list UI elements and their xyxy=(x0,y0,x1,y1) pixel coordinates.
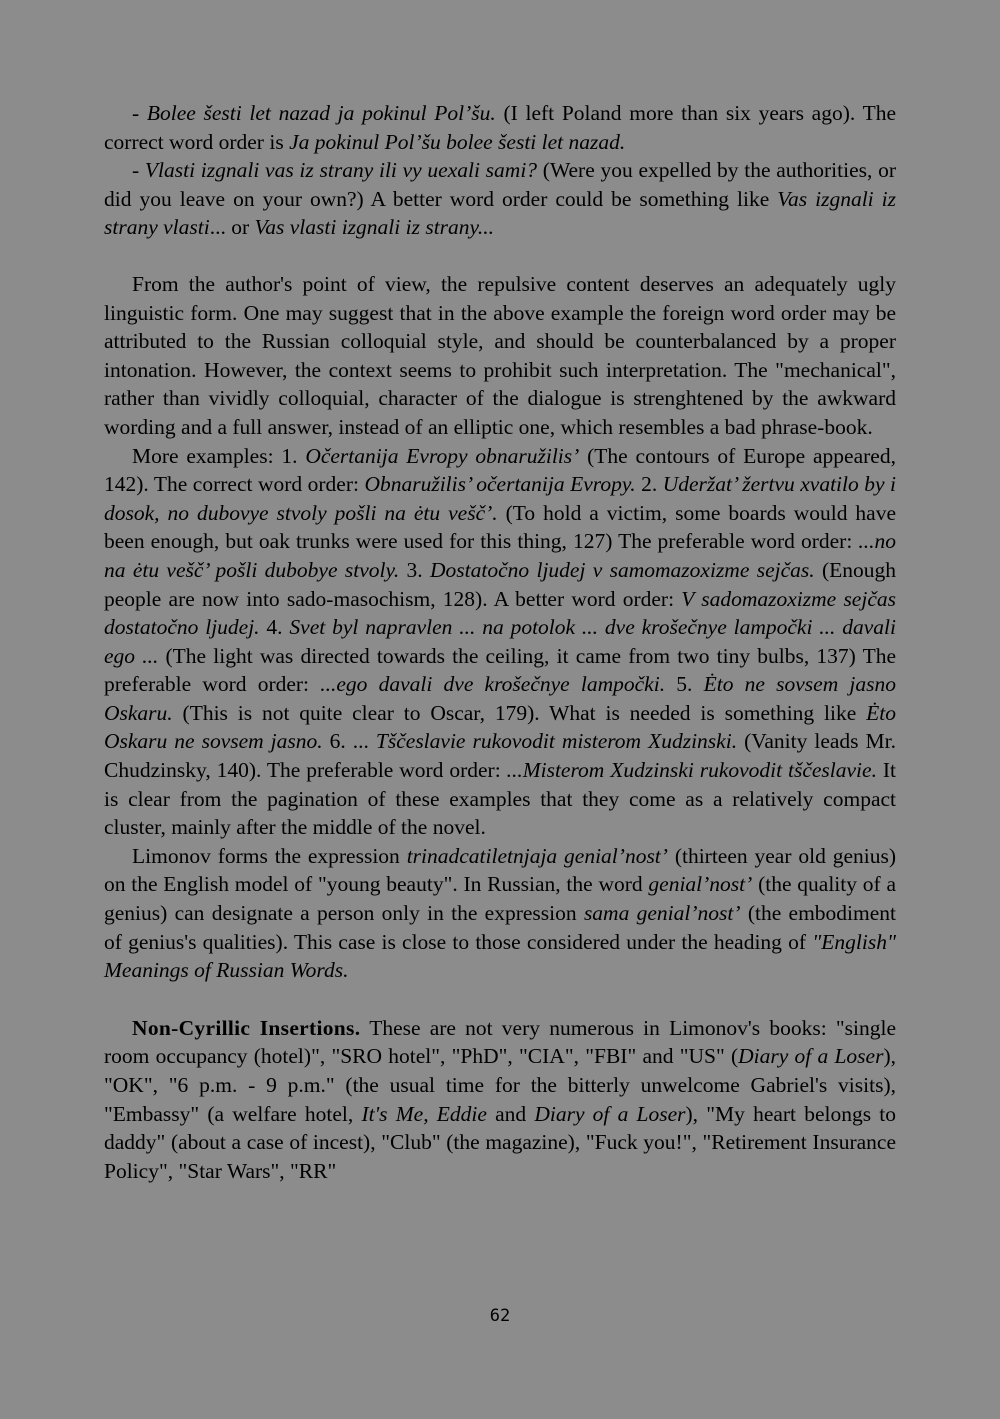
text-run: - xyxy=(132,158,145,183)
russian-phrase: Vas izgnali iz strany vlasti xyxy=(104,186,896,240)
page-body xyxy=(104,99,896,1185)
russian-phrase: Ja pokinul Pol’šu bolee šesti let nazad. xyxy=(289,129,626,154)
text-run: (the embodiment of genius's qualities). This case is close to those considered under the heading of xyxy=(104,901,897,954)
russian-phrase: trinadcatiletnjaja genial’nost’ xyxy=(406,843,668,868)
run-in-heading: Non-Cyrillic Insertions. xyxy=(132,1015,361,1040)
text-run: (The contours of Europe appeared, 142). The correct word order: xyxy=(104,443,896,497)
text-run: More examples: 1. xyxy=(132,443,306,468)
russian-phrase: ...ego davali dve krošečnye lampočki. xyxy=(320,672,666,697)
example-paragraph-2 xyxy=(104,156,896,242)
russian-phrase: Vas vlasti izgnali iz strany... xyxy=(254,215,495,240)
book-title: Diary of a Loser xyxy=(738,1044,884,1069)
text-run: ), "My heart belongs to daddy" (about a case of incest), "Club" (the magazine), "Fuck you!", "Retirement Insurance Policy", "Star Wars", "RR" xyxy=(104,1101,897,1183)
russian-phrase: Dostatočno ljudej v samomazoxizme sejčas. xyxy=(430,557,815,582)
example-paragraph-1 xyxy=(104,99,896,156)
text-run: (Enough people are now into sado-masochism, 128). A better word order: xyxy=(104,557,897,611)
text-run: 6. ... xyxy=(322,729,376,754)
body-paragraph-limonov xyxy=(104,842,896,985)
russian-phrase: Obnaružilis’ očertanija Evropy. xyxy=(364,472,636,497)
russian-phrase: ...Misterom Xudzinski rukovodit tščeslavie. xyxy=(506,758,877,783)
book-title: Diary of a Loser xyxy=(534,1101,686,1126)
text-run: 3. xyxy=(399,557,430,582)
text-run: (I left Poland more than six years ago). The correct word order is xyxy=(104,101,896,154)
russian-phrase: V sadomazoxizme sejčas dostatočno ljudej. xyxy=(104,586,896,640)
page-number: 62 xyxy=(489,1306,511,1326)
book-title: It's Me, Eddie xyxy=(361,1101,487,1126)
text-run: (Vanity leads Mr. Chudzinsky, 140). The preferable word order: xyxy=(104,729,897,783)
text-run: 5. xyxy=(665,672,704,697)
text-run: 2. xyxy=(635,472,663,497)
russian-phrase: Vlasti izgnali vas iz strany ili vy uexali sami? xyxy=(144,158,538,183)
text-run: - xyxy=(132,101,147,125)
text-run: (This is not quite clear to Oscar, 179). What is needed is something like xyxy=(172,700,867,725)
body-paragraph-author-view: From the author's point of view, the repulsive content deserves an adequately ugly linguistic form. One may suggest that in the above example the foreign word order may be attributed to the Russian colloquial style, and should be counterbalanced by a proper intonation. However, the context seems to prohibit such interpretation. The "mechanical", rather than vividly colloquial, character of the dialogue is strenghtened by the awkward wording and a full answer, instead of an elliptic one, which resembles a bad phrase-book. xyxy=(104,271,896,439)
text-run: (Were you expelled by the authorities, or did you leave on your own?) A better word order could be something like xyxy=(104,158,896,211)
russian-phrase: Bolee šesti let nazad ja pokinul Pol’šu. xyxy=(146,101,496,125)
text-run: 4. xyxy=(259,615,290,640)
text-run: (the quality of a genius) can designate a person only in the expression xyxy=(104,872,896,926)
text-run: and xyxy=(486,1101,535,1126)
russian-phrase: Tščeslavie rukovodit misterom Xudzinski. xyxy=(375,729,738,754)
text-run: Limonov forms the expression xyxy=(132,843,407,868)
text-run: ... or xyxy=(209,215,255,240)
text-run: ), "OK", "6 p.m. - 9 p.m." (the usual time for the bitterly unwelcome Gabriel's visits), "Embassy" (a welfare hotel, xyxy=(104,1044,897,1126)
russian-phrase: Uderžat’ žertvu xvatilo by i dosok, no dubovye stvoly pošli na ėtu vešč’. xyxy=(104,472,896,525)
russian-phrase: Svet byl napravlen ... na potolok ... dve krošečnye lampočki ... davali ego ... xyxy=(104,615,896,668)
russian-phrase: Ėto Oskaru ne sovsem jasno. xyxy=(104,700,896,754)
text-run: (thirteen year old genius) on the English model of "young beauty". In Russian, the word xyxy=(104,843,897,897)
russian-phrase: Ėto ne sovsem jasno Oskaru. xyxy=(104,672,897,725)
section-reference: "English" Meanings of Russian Words. xyxy=(104,929,896,983)
text-run: It is clear from the pagination of these examples that they come as a relatively compact cluster, mainly after the middle of the novel. xyxy=(104,758,896,840)
russian-phrase: ...no na ėtu vešč’ pošli dubobye stvoly. xyxy=(104,529,896,582)
russian-phrase: genial’nost’ xyxy=(648,872,753,897)
text-run: These are not very numerous in Limonov's books: "single room occupancy (hotel)", "SRO hotel", "PhD", "CIA", "FBI" and "US" ( xyxy=(104,1015,896,1069)
russian-phrase: Očertanija Evropy obnaružilis’ xyxy=(305,443,580,468)
body-paragraph-more-examples xyxy=(104,442,896,842)
text-run: (The light was directed towards the ceiling, it came from two tiny bulbs, 137) The preferable word order: xyxy=(104,643,896,697)
text-run: (To hold a victim, some boards would have been enough, but oak trunks were used for this thing, 127) The preferable word order: xyxy=(104,500,896,554)
body-paragraph-non-cyrillic xyxy=(104,1014,896,1186)
russian-phrase: sama genial’nost’ xyxy=(583,901,741,926)
